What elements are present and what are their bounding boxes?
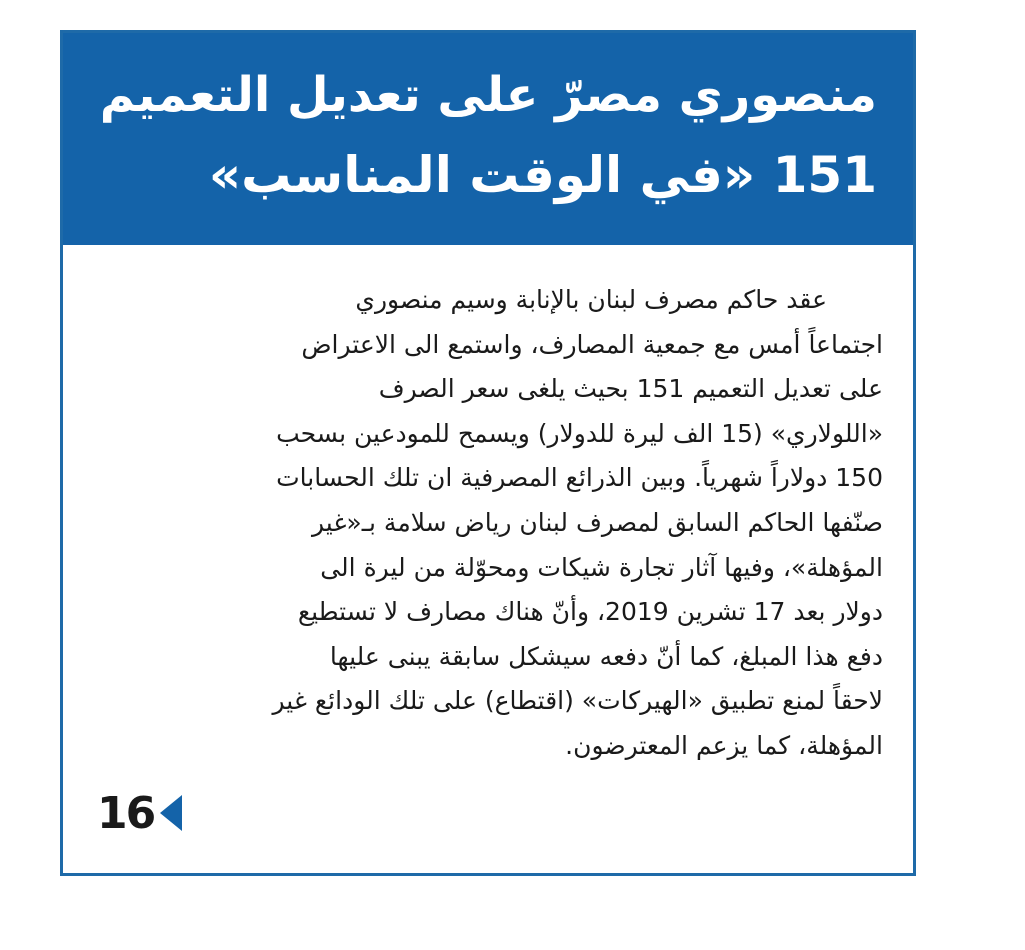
body-line: لاحقاً لمنع تطبيق «الهيركات» (اقتطاع) على تلك الودائع غير	[272, 686, 883, 716]
page-reference	[97, 785, 182, 841]
headline-banner	[63, 33, 913, 245]
left-triangle-icon	[160, 795, 182, 831]
page-number: 16	[97, 787, 155, 839]
article-body	[97, 278, 883, 769]
body-line: اجتماعاً أمس مع جمعية المصارف، واستمع الى الاعتراض	[301, 329, 883, 359]
body-line: المؤهلة»، وفيها آثار تجارة شيكات ومحوّلة من ليرة الى	[320, 552, 883, 582]
body-line: «اللولاري» (15 الف ليرة للدولار) ويسمح للمودعين بسحب	[276, 418, 883, 448]
body-line: دولار بعد 17 تشرين 2019، وأنّ هناك مصارف لا تستطيع	[297, 597, 883, 627]
body-line: المؤهلة، كما يزعم المعترضون.	[565, 730, 883, 760]
body-line: على تعديل التعميم 151 بحيث يلغى سعر الصرف	[378, 374, 883, 404]
body-line: صنّفها الحاكم السابق لمصرف لبنان رياض سلامة بـ«غير	[312, 507, 883, 537]
body-line: عقد حاكم مصرف لبنان بالإنابة وسيم منصوري	[355, 285, 827, 314]
headline-line-2: 151 «في الوقت المناسب»	[208, 146, 877, 204]
headline-line-1: منصوري مصرّ على تعديل التعميم	[99, 67, 877, 123]
article-card	[60, 30, 916, 876]
body-line: 150 دولاراً شهرياً. وبين الذرائع المصرفية ان تلك الحسابات	[276, 463, 883, 493]
body-line: دفع هذا المبلغ، كما أنّ دفعه سيشكل سابقة يبنى عليها	[329, 641, 883, 671]
